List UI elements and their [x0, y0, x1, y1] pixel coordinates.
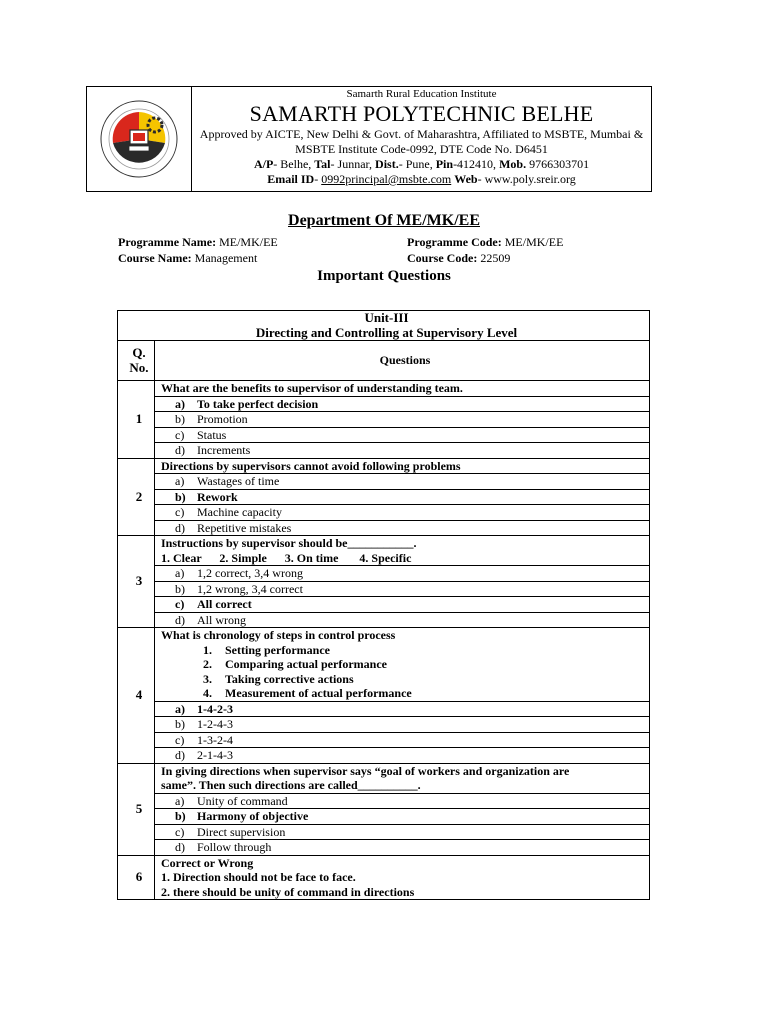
question-number: 6	[118, 855, 155, 900]
option-letter: d)	[175, 520, 185, 535]
web-label: Web	[454, 172, 478, 186]
table-row	[118, 412, 650, 428]
college-logo	[87, 87, 192, 191]
email-label: Email ID	[267, 172, 315, 186]
table-row	[118, 809, 650, 825]
option	[155, 412, 650, 428]
step-number: 3.	[203, 671, 212, 686]
table-row	[118, 474, 650, 490]
question-text	[155, 855, 650, 900]
course-name	[118, 250, 257, 266]
institute-name: Samarth Rural Education Institute	[346, 88, 497, 100]
mob-value: 9766303701	[526, 157, 590, 171]
question-number: 1	[118, 381, 155, 459]
course-code-value: 22509	[480, 251, 511, 265]
table-row	[118, 840, 650, 856]
option-letter: d)	[175, 612, 185, 627]
option	[155, 396, 650, 412]
table-row	[118, 824, 650, 840]
tal-label: Tal	[314, 157, 331, 171]
table-row	[118, 855, 650, 900]
department-title: Department Of ME/MK/EE	[288, 212, 480, 229]
question-text	[155, 536, 650, 566]
option-letter: a)	[175, 701, 185, 716]
unit-header-row	[118, 311, 650, 341]
tal-value: - Junnar,	[330, 157, 376, 171]
question-line: Correct or Wrong	[161, 855, 254, 870]
programme-code-value: ME/MK/EE	[504, 235, 564, 249]
option-text: Follow through	[197, 840, 272, 854]
table-row	[118, 536, 650, 566]
unit-header	[118, 311, 650, 341]
option-letter: a)	[175, 474, 185, 488]
option-letter: b)	[175, 809, 186, 823]
question-line: Instructions by supervisor should be___________.	[161, 536, 417, 550]
step-text: Taking corrective actions	[225, 671, 354, 686]
option-letter: b)	[175, 412, 185, 426]
table-row	[118, 732, 650, 748]
table-row	[118, 520, 650, 536]
option	[155, 840, 650, 856]
option-text: 1-2-4-3	[197, 717, 233, 731]
option-text: 1-4-2-3	[197, 701, 233, 716]
table-row	[118, 581, 650, 597]
table-row	[118, 396, 650, 412]
step-number: 2.	[203, 657, 212, 671]
dist-label: Dist.	[375, 157, 399, 171]
option-letter: c)	[175, 824, 185, 839]
programme-name	[118, 234, 278, 250]
option-text: Harmony of objective	[197, 809, 309, 823]
option-letter: d)	[175, 443, 185, 457]
dist-value: - Pune,	[398, 157, 436, 171]
qno-header-line1: Q.	[132, 345, 146, 360]
contact-line: Email ID- 0992principal@msbte.com Web- www.poly.sreir.org	[267, 172, 576, 186]
option	[155, 597, 650, 613]
option-text: 1,2 correct, 3,4 wrong	[197, 566, 303, 580]
option-text: Direct supervision	[197, 824, 286, 839]
step-item	[161, 686, 649, 701]
table-row	[118, 701, 650, 717]
option	[155, 566, 650, 582]
question-text: What are the benefits to supervisor of understanding team.	[155, 381, 650, 397]
table-row	[118, 793, 650, 809]
option	[155, 427, 650, 443]
option	[155, 824, 650, 840]
step-item	[161, 672, 649, 687]
option-letter: c)	[175, 427, 185, 442]
course-name-value: Management	[194, 251, 258, 265]
option-letter: d)	[175, 748, 185, 762]
option-letter: a)	[175, 396, 185, 411]
option	[155, 505, 650, 521]
questions-table	[117, 310, 650, 900]
pin-value: -412410,	[453, 157, 500, 171]
programme-code	[407, 234, 563, 250]
column-header-row	[118, 341, 650, 381]
programme-code-label: Programme Code:	[407, 235, 502, 249]
option	[155, 809, 650, 825]
option	[155, 474, 650, 490]
table-row	[118, 381, 650, 397]
question-number: 2	[118, 458, 155, 536]
table-row	[118, 748, 650, 764]
option	[155, 701, 650, 717]
web-link[interactable]: - www.poly.sreir.org	[477, 172, 576, 186]
course-code-label: Course Code:	[407, 251, 478, 265]
option	[155, 489, 650, 505]
table-row	[118, 458, 650, 474]
unit-title: Directing and Controlling at Supervisory Level	[255, 324, 518, 340]
programme-name-label: Programme Name:	[118, 235, 217, 249]
question-subline: 1. Clear 2. Simple 3. On time 4. Specific	[161, 550, 412, 565]
option-text: To take perfect decision	[197, 396, 319, 411]
statement-line: 2. there should be unity of command in directions	[161, 884, 415, 899]
question-line: What is chronology of steps in control process	[161, 628, 396, 642]
question-number: 5	[118, 763, 155, 855]
important-questions-heading: Important Questions	[317, 268, 451, 284]
table-row	[118, 505, 650, 521]
college-seal-icon	[99, 99, 179, 179]
table-row	[118, 443, 650, 459]
option-text: Promotion	[197, 412, 248, 426]
approval-line-2: MSBTE Institute Code-0992, DTE Code No. D6451	[295, 142, 548, 156]
email-link[interactable]: 0992principal@msbte.com	[321, 172, 452, 186]
step-item	[161, 657, 649, 672]
step-number: 1.	[203, 642, 212, 657]
qno-header-line2: No.	[129, 359, 149, 375]
question-line: same”. Then such directions are called__________.	[161, 778, 421, 792]
college-name: SAMARTH POLYTECHNIC BELHE	[249, 101, 594, 126]
question-text	[155, 628, 650, 702]
option-text: Unity of command	[197, 793, 288, 808]
option	[155, 612, 650, 628]
option-text: Repetitive mistakes	[197, 520, 292, 535]
table-row	[118, 717, 650, 733]
course-code	[407, 250, 510, 266]
option-text: 1-3-2-4	[197, 732, 233, 747]
option-letter: a)	[175, 793, 185, 808]
option	[155, 732, 650, 748]
course-name-label: Course Name:	[118, 251, 192, 265]
option-letter: c)	[175, 505, 185, 519]
question-number: 4	[118, 628, 155, 764]
pin-label: Pin	[435, 157, 454, 171]
option-text: Increments	[197, 443, 251, 457]
option-letter: a)	[175, 566, 185, 580]
option	[155, 581, 650, 597]
option-text: 1,2 wrong, 3,4 correct	[197, 581, 303, 596]
table-row	[118, 597, 650, 613]
table-row	[118, 612, 650, 628]
question-text: Directions by supervisors cannot avoid following problems	[155, 458, 650, 474]
ap-label: A/P	[253, 157, 274, 171]
option-text: All wrong	[197, 612, 246, 627]
option	[155, 443, 650, 459]
option-text: 2-1-4-3	[197, 748, 233, 762]
question-line: In giving directions when supervisor says “goal of workers and organization are	[161, 763, 570, 778]
address-line	[192, 157, 651, 172]
option-text: All correct	[197, 597, 252, 611]
option	[155, 717, 650, 733]
option-letter: b)	[175, 717, 185, 731]
option-letter: c)	[175, 597, 185, 611]
step-text: Measurement of actual performance	[225, 686, 412, 700]
option-letter: c)	[175, 732, 185, 747]
option-letter: b)	[175, 489, 186, 504]
option-letter: b)	[175, 581, 185, 596]
programme-name-value: ME/MK/EE	[219, 235, 278, 249]
unit-number: Unit-III	[364, 310, 409, 325]
question-text	[155, 763, 650, 793]
statement-line: 1. Direction should not be face to face.	[161, 870, 356, 884]
step-number: 4.	[203, 686, 212, 700]
option-text: Wastages of time	[197, 474, 280, 488]
table-row	[118, 427, 650, 443]
questions-header: Questions	[155, 341, 650, 381]
option	[155, 748, 650, 764]
mob-label: Mob.	[499, 157, 527, 171]
letterhead-text	[192, 87, 651, 191]
table-row	[118, 763, 650, 793]
option-text: Rework	[197, 489, 238, 504]
approval-line-1: Approved by AICTE, New Delhi & Govt. of Maharashtra, Affiliated to MSBTE, Mumbai &	[199, 127, 644, 141]
option	[155, 520, 650, 536]
option-text: Status	[197, 427, 227, 442]
table-row	[118, 489, 650, 505]
option-letter: d)	[175, 840, 185, 854]
qno-header	[118, 341, 155, 381]
step-item	[161, 643, 649, 658]
option	[155, 793, 650, 809]
question-number: 3	[118, 536, 155, 628]
table-row	[118, 566, 650, 582]
step-text: Setting performance	[225, 642, 330, 657]
table-row	[118, 628, 650, 702]
option-text: Machine capacity	[197, 505, 282, 519]
letterhead	[86, 86, 652, 192]
step-text: Comparing actual performance	[225, 657, 387, 671]
ap-value: - Belhe,	[273, 157, 315, 171]
